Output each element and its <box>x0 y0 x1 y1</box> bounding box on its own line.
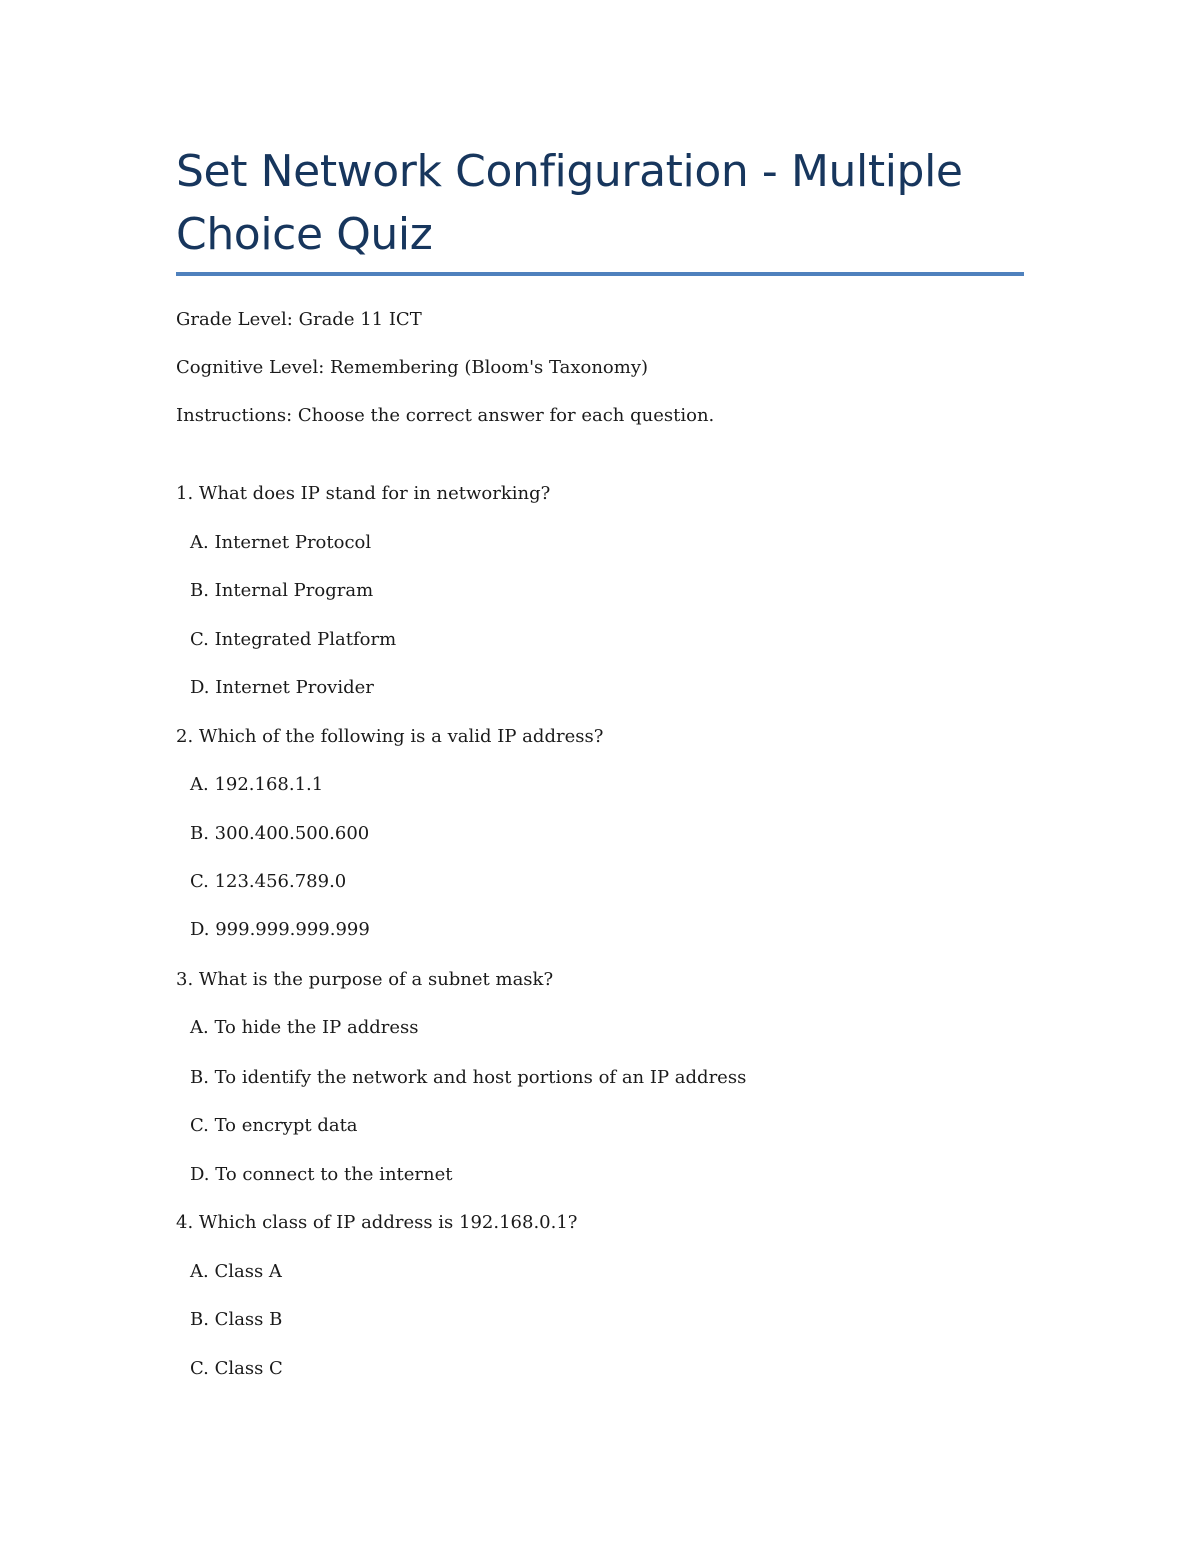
question-1: 1. What does IP stand for in networking? <box>176 483 551 504</box>
question-1-option-c: C. Integrated Platform <box>190 629 397 650</box>
question-1-option-d: D. Internet Provider <box>190 677 374 698</box>
question-3-option-d: D. To connect to the internet <box>190 1164 453 1185</box>
question-4-option-c: C. Class C <box>190 1358 283 1379</box>
question-1-option-a: A. Internet Protocol <box>190 532 372 553</box>
question-4-option-a: A. Class A <box>190 1261 282 1282</box>
question-2-option-b: B. 300.400.500.600 <box>190 823 370 844</box>
question-3: 3. What is the purpose of a subnet mask? <box>176 969 554 990</box>
question-2-option-a: A. 192.168.1.1 <box>190 774 324 795</box>
title-underline <box>176 272 1024 276</box>
cognitive-level: Cognitive Level: Remembering (Bloom's Taxonomy) <box>176 357 649 378</box>
question-3-option-a: A. To hide the IP address <box>190 1017 419 1038</box>
question-1-option-b: B. Internal Program <box>190 580 374 601</box>
question-3-option-c: C. To encrypt data <box>190 1115 358 1136</box>
question-2-option-c: C. 123.456.789.0 <box>190 871 347 892</box>
question-4-option-b: B. Class B <box>190 1309 283 1330</box>
question-2-option-d: D. 999.999.999.999 <box>190 919 370 940</box>
question-4: 4. Which class of IP address is 192.168.0.1? <box>176 1212 578 1233</box>
document-title: Set Network Configuration - Multiple Choice Quiz <box>176 146 963 260</box>
question-2: 2. Which of the following is a valid IP address? <box>176 726 604 747</box>
instructions: Instructions: Choose the correct answer for each question. <box>176 405 715 426</box>
question-3-option-b: B. To identify the network and host portions of an IP address <box>190 1067 747 1088</box>
grade-level: Grade Level: Grade 11 ICT <box>176 309 422 330</box>
